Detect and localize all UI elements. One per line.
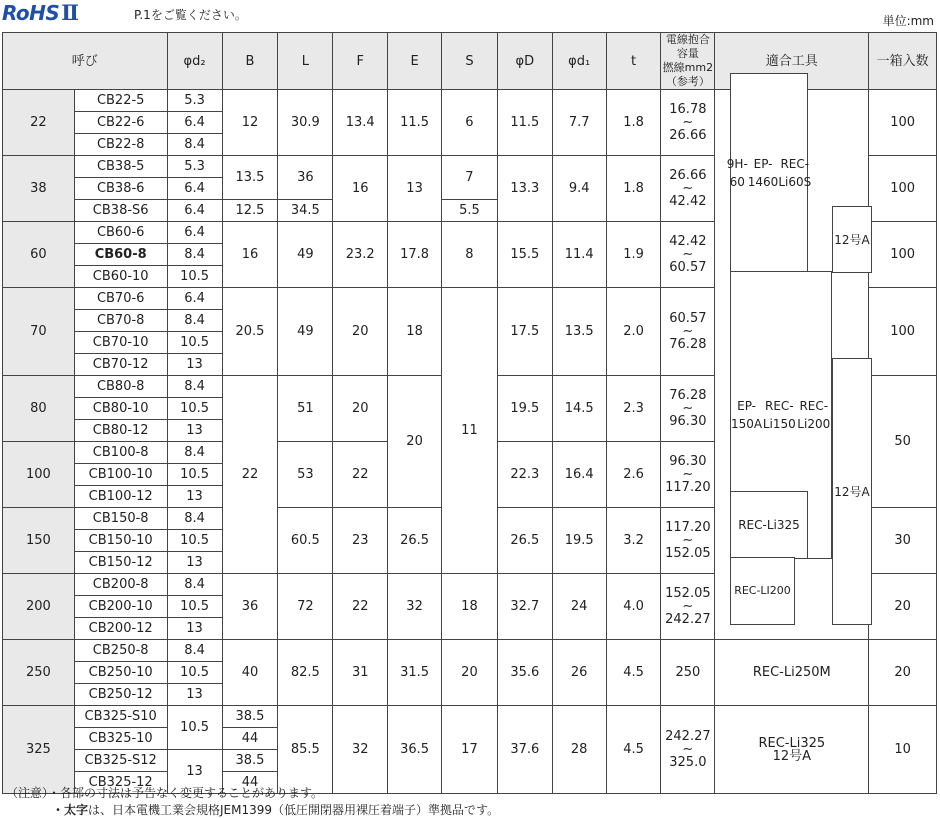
col-header: B [222,33,278,90]
b-value: 40 [222,640,278,706]
capacity-range [661,442,715,508]
d2-value: 13 [167,420,222,442]
cell-text: REC-Li150 [762,399,796,431]
d2-value: 10.5 [167,332,222,354]
col-header: t [606,33,661,90]
cell-text: 12号A [834,232,870,247]
col-header-tool: 適合工具 [715,33,869,90]
product-code: CB60-8 [74,244,167,266]
d2-value: 8.4 [167,508,222,530]
l-value: 34.5 [278,200,333,222]
size-group-label: 150 [3,508,75,574]
col-header-capacity-l1: 電線抱合容量 [665,33,710,60]
d2-value: 13 [167,684,222,706]
col-header-name: 呼び [3,33,168,90]
d2-value: 8.4 [167,310,222,332]
d2-value: 6.4 [167,222,222,244]
size-group-label: 80 [3,376,75,442]
cell-text: REC-Li325 [738,518,800,532]
capacity-range [661,376,715,442]
d2-value: 13 [167,486,222,508]
t-value: 2.0 [606,288,661,376]
qty-value: 100 [869,222,937,288]
d2-value: 10.5 [167,398,222,420]
t-value: 2.3 [606,376,661,442]
cell-text: REC-Li60S [778,157,812,189]
tool-li200 [730,557,795,625]
col-header-qty: 一箱入数 [869,33,937,90]
range-tilde: ∼ [682,324,694,339]
d-value: 19.5 [497,376,552,442]
s-value: 17 [441,706,497,794]
tool-12a-small [832,206,872,273]
size-group-label: 70 [3,288,75,376]
e-value: 17.8 [388,222,442,288]
t-value: 3.2 [606,508,661,574]
d2-value: 8.4 [167,574,222,596]
s-value: 7 [441,156,497,200]
product-code: CB325-S10 [74,706,167,728]
d2-value: 13 [167,354,222,376]
b-value: 16 [222,222,278,288]
d2-value: 6.4 [167,288,222,310]
size-group-label: 38 [3,156,75,222]
capacity-max: 96.30 [669,414,707,429]
qty-value: 100 [869,288,937,376]
d2-value: 6.4 [167,112,222,134]
d2-value: 8.4 [167,640,222,662]
table-row [3,574,937,596]
range-tilde: ∼ [682,467,694,482]
product-code: CB80-10 [74,398,167,420]
tool-area-spacer [837,90,869,156]
e-value: 31.5 [388,640,442,706]
product-code: CB38-6 [74,178,167,200]
product-code: CB100-10 [74,464,167,486]
d1-value: 13.5 [552,288,606,376]
capacity-range [661,222,715,288]
capacity-max: 26.66 [669,128,707,143]
product-code: CB200-8 [74,574,167,596]
f-value: 22 [333,574,388,640]
product-code: CB250-10 [74,662,167,684]
b-value: 36 [222,574,278,640]
cell-text: REC-Li200 [797,399,831,431]
s-value: 6 [441,90,497,156]
col-header: φD [497,33,552,90]
f-value: 20 [333,376,388,442]
col-header: F [333,33,388,90]
b-value: 12 [222,90,278,156]
d1-value: 11.4 [552,222,606,288]
product-code: CB22-8 [74,134,167,156]
d2-value: 13 [167,750,222,794]
e-value: 36.5 [388,706,442,794]
t-value: 1.8 [606,156,661,222]
s-value: 20 [441,640,497,706]
size-group-label: 250 [3,640,75,706]
d-value: 15.5 [497,222,552,288]
f-value: 16 [333,156,388,222]
l-value: 72 [278,574,333,640]
unit-label: 単位:mm [882,14,934,28]
size-group-label: 200 [3,574,75,640]
capacity-min: 152.05 [665,586,711,601]
capacity-max: 60.57 [669,260,707,275]
f-value: 32 [333,706,388,794]
d2-value: 10.5 [167,464,222,486]
capacity-min: 26.66 [669,168,707,183]
col-header: φd₂ [167,33,222,90]
b-value: 12.5 [222,200,278,222]
col-header-capacity-l2: 撚線mm2（参考） [662,61,714,88]
product-code: CB150-12 [74,552,167,574]
product-code: CB22-6 [74,112,167,134]
capacity-max: 42.42 [669,194,707,209]
f-value: 23.2 [333,222,388,288]
footer-note-1 [6,784,323,801]
d2-value: 13 [167,618,222,640]
tool-li325 [730,491,808,559]
capacity-max: 117.20 [665,480,711,495]
l-value: 82.5 [278,640,333,706]
footer-note-2 [52,801,499,818]
d1-value: 28 [552,706,606,794]
product-code: CB38-S6 [74,200,167,222]
e-value: 18 [388,288,442,376]
f-value: 23 [333,508,388,574]
s-value: 18 [441,574,497,640]
qty-value: 20 [869,640,937,706]
product-code: CB150-8 [74,508,167,530]
product-code: CB70-6 [74,288,167,310]
d2-value: 6.4 [167,178,222,200]
d1-value: 26 [552,640,606,706]
capacity-min: 42.42 [669,234,707,249]
product-code: CB200-12 [74,618,167,640]
tool-12a-large [832,358,872,625]
d2-value: 13 [167,552,222,574]
product-code: CB250-8 [74,640,167,662]
s-value: 8 [441,222,497,288]
d-value: 35.6 [497,640,552,706]
capacity-min: 117.20 [665,520,711,535]
t-value: 1.8 [606,90,661,156]
footer-note-1-text: ・各部の寸法は予告なく変更することがあります。 [48,786,324,800]
product-code: CB250-12 [74,684,167,706]
qty-value: 10 [869,706,937,794]
capacity-min: 60.57 [669,311,707,326]
col-header-capacity [661,33,715,90]
size-group-label: 60 [3,222,75,288]
s-value: 11 [441,288,497,574]
tool-li200-text: REC-LI200 [734,584,791,597]
d1-value: 16.4 [552,442,606,508]
d2-value: 10.5 [167,706,222,750]
d-value: 17.5 [497,288,552,376]
d-value: 13.3 [497,156,552,222]
footer-note-2-text: は、日本電機工業会規格JEM1399（低圧開閉器用裸圧着端子）準拠品です。 [88,803,500,817]
capacity-min: 76.28 [669,388,707,403]
reference-note: P.1をご覧ください。 [134,8,247,22]
l-value: 30.9 [278,90,333,156]
d2-value: 10.5 [167,266,222,288]
range-tilde: ∼ [682,401,694,416]
col-header: E [388,33,442,90]
e-value: 13 [388,156,442,222]
range-tilde: ∼ [682,247,694,262]
d1-value: 9.4 [552,156,606,222]
d2-value: 8.4 [167,442,222,464]
d2-value: 10.5 [167,662,222,684]
t-value: 4.5 [606,706,661,794]
product-code: CB80-8 [74,376,167,398]
l-value: 49 [278,222,333,288]
l-value: 51 [278,376,333,442]
t-value: 1.9 [606,222,661,288]
b-value: 38.5 [222,750,278,772]
range-tilde: ∼ [682,115,694,130]
e-value: 11.5 [388,90,442,156]
tool-value: REC-Li250M [715,640,869,706]
e-value: 20 [388,376,442,508]
b-value: 20.5 [222,288,278,376]
col-header: L [278,33,333,90]
range-tilde: ∼ [682,181,694,196]
d1-value: 24 [552,574,606,640]
capacity-max: 76.28 [669,337,707,352]
rohs-logo-text: RoHS [2,1,60,25]
capacity-range [661,574,715,640]
e-value: 26.5 [388,508,442,574]
footer-prefix: （注意） [6,786,49,800]
product-code: CB70-10 [74,332,167,354]
product-code: CB100-8 [74,442,167,464]
d2-value: 5.3 [167,156,222,178]
tool-value [715,706,869,794]
qty-value: 20 [869,574,937,640]
d2-value: 10.5 [167,596,222,618]
rohs-logo [2,2,79,24]
s-value: 5.5 [441,200,497,222]
cell-text: EP-150A [731,399,763,431]
d1-value: 19.5 [552,508,606,574]
cell-text: 12号A [834,484,870,499]
rohs-logo-roman: Ⅱ [61,0,79,25]
col-header: φd₁ [552,33,606,90]
capacity-max: 152.05 [665,546,711,561]
product-code: CB70-8 [74,310,167,332]
l-value: 53 [278,442,333,508]
e-value: 32 [388,574,442,640]
d1-value: 7.7 [552,90,606,156]
capacity-range [661,156,715,222]
product-code: CB200-10 [74,596,167,618]
tool-group-1 [726,73,812,273]
cell-text: 9H-60 [726,157,748,189]
l-value: 49 [278,288,333,376]
capacity-range [661,90,715,156]
l-value: 60.5 [278,508,333,574]
product-code: CB325-10 [74,728,167,750]
cap-value: 250 [661,640,715,706]
product-code: CB80-12 [74,420,167,442]
d1-value: 14.5 [552,376,606,442]
product-code: CB60-10 [74,266,167,288]
range-tilde: ∼ [682,533,694,548]
d-value: 26.5 [497,508,552,574]
product-code: CB60-6 [74,222,167,244]
size-group-label: 22 [3,90,75,156]
tool-line-1: REC-Li325 [758,735,826,751]
d2-value: 8.4 [167,134,222,156]
qty-value: 30 [869,508,937,574]
b-value: 22 [222,376,278,574]
capacity-range [661,288,715,376]
capacity-range [661,706,715,794]
qty-value: 50 [869,376,937,508]
capacity-max: 325.0 [669,755,707,770]
d-value: 37.6 [497,706,552,794]
b-value: 44 [222,772,278,794]
product-code: CB22-5 [74,90,167,112]
l-value: 85.5 [278,706,333,794]
capacity-min: 96.30 [669,454,707,469]
range-tilde: ∼ [682,742,694,757]
product-code: CB38-5 [74,156,167,178]
col-header: S [441,33,497,90]
t-value: 2.6 [606,442,661,508]
footer-note-2-bold: ・太字 [52,803,89,817]
product-code: CB325-S12 [74,750,167,772]
product-code: CB100-12 [74,486,167,508]
d2-value: 6.4 [167,200,222,222]
l-value: 36 [278,156,333,200]
d-value: 32.7 [497,574,552,640]
cell-text: EP-1460 [747,157,779,189]
f-value: 31 [333,640,388,706]
d2-value: 8.4 [167,376,222,398]
d2-value: 5.3 [167,90,222,112]
product-code: CB325-12 [74,772,167,794]
table-row [3,706,937,728]
d-value: 22.3 [497,442,552,508]
b-value: 44 [222,728,278,750]
capacity-max: 242.27 [665,612,711,627]
d2-value: 10.5 [167,530,222,552]
b-value: 13.5 [222,156,278,200]
product-code: CB70-12 [74,354,167,376]
capacity-min: 16.78 [669,102,707,117]
t-value: 4.5 [606,640,661,706]
b-value: 38.5 [222,706,278,728]
d2-value: 8.4 [167,244,222,266]
capacity-range [661,508,715,574]
qty-value: 100 [869,90,937,156]
range-tilde: ∼ [682,599,694,614]
f-value: 20 [333,288,388,376]
size-group-label: 325 [3,706,75,794]
size-group-label: 100 [3,442,75,508]
d-value: 11.5 [497,90,552,156]
t-value: 4.0 [606,574,661,640]
table-row [3,640,937,662]
qty-value: 100 [869,156,937,222]
f-value: 22 [333,442,388,508]
capacity-min: 242.27 [665,729,711,744]
f-value: 13.4 [333,90,388,156]
product-code: CB150-10 [74,530,167,552]
tool-line-2: 12号A [772,748,812,764]
